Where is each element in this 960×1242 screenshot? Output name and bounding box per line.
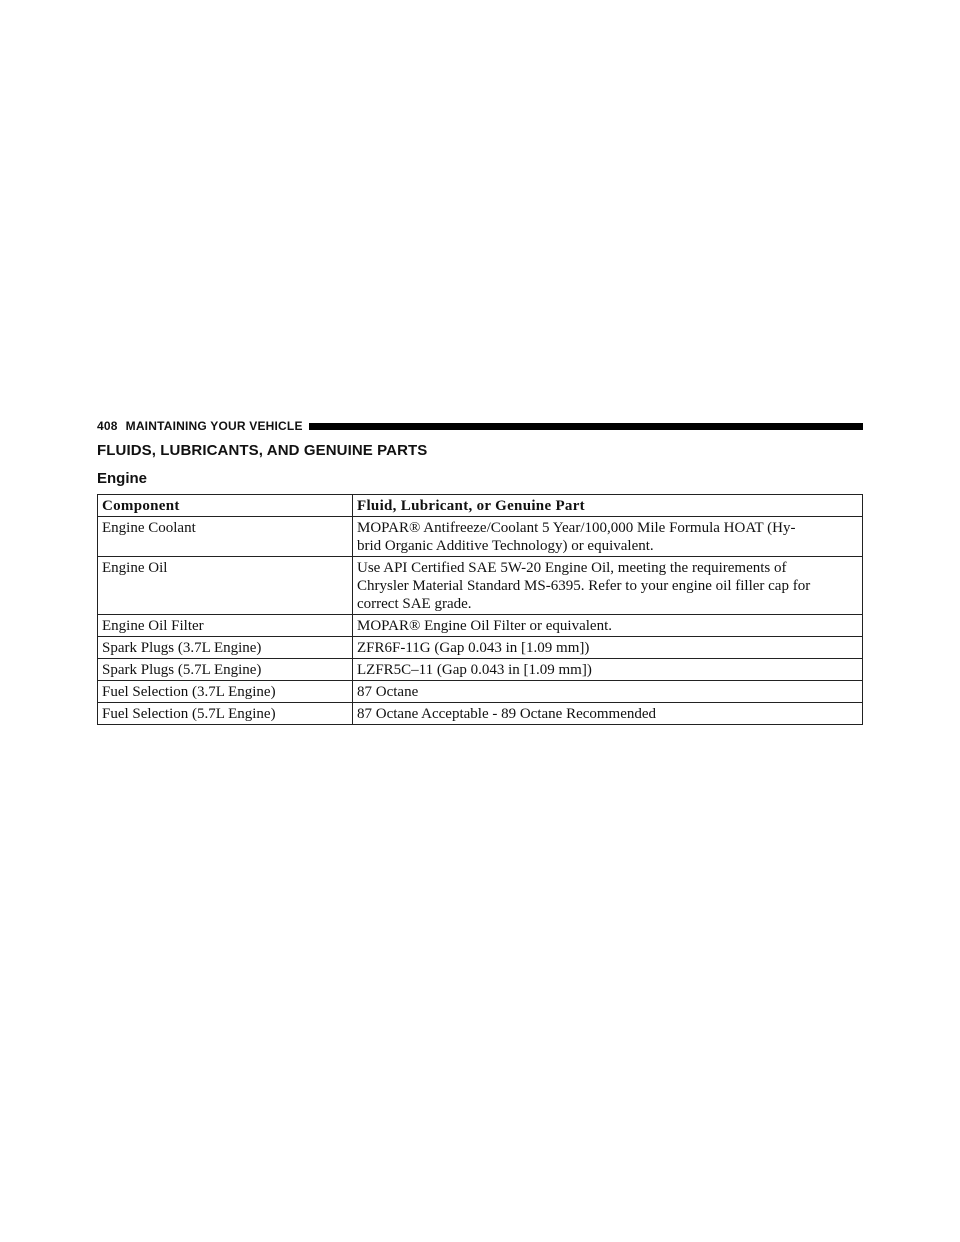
cell-line: brid Organic Additive Technology) or equivalent. (357, 538, 654, 554)
cell-part (353, 637, 863, 659)
page-header (97, 419, 863, 433)
cell-line: 87 Octane Acceptable - 89 Octane Recommended (357, 706, 657, 722)
cell-component: Engine Oil (98, 557, 353, 615)
cell-line: correct SAE grade. (357, 596, 472, 612)
cell-part (353, 517, 863, 557)
column-header-component: Component (98, 495, 353, 517)
table-row (98, 703, 863, 725)
table-row (98, 637, 863, 659)
cell-part (353, 681, 863, 703)
engine-fluids-table (97, 494, 863, 725)
page-number: 408 (97, 419, 118, 433)
cell-component: Engine Oil Filter (98, 615, 353, 637)
table-row (98, 615, 863, 637)
cell-component: Fuel Selection (3.7L Engine) (98, 681, 353, 703)
cell-line: ZFR6F-11G (Gap 0.043 in [1.09 mm]) (357, 640, 590, 656)
cell-component: Fuel Selection (5.7L Engine) (98, 703, 353, 725)
cell-part (353, 615, 863, 637)
header-rule (309, 423, 863, 430)
cell-component: Spark Plugs (5.7L Engine) (98, 659, 353, 681)
table-row (98, 681, 863, 703)
table-row (98, 659, 863, 681)
cell-component: Engine Coolant (98, 517, 353, 557)
column-header-part: Fluid, Lubricant, or Genuine Part (353, 495, 863, 517)
cell-component: Spark Plugs (3.7L Engine) (98, 637, 353, 659)
table-row (98, 557, 863, 615)
table-row (98, 517, 863, 557)
section-title: FLUIDS, LUBRICANTS, AND GENUINE PARTS (97, 442, 428, 459)
cell-part (353, 557, 863, 615)
cell-line: Use API Certified SAE 5W-20 Engine Oil, meeting the requirements of (357, 560, 787, 576)
cell-part (353, 659, 863, 681)
subsection-title: Engine (97, 470, 148, 487)
cell-part (353, 703, 863, 725)
cell-line: Chrysler Material Standard MS-6395. Refer to your engine oil filler cap for (357, 578, 811, 594)
cell-line: MOPAR® Engine Oil Filter or equivalent. (357, 618, 612, 634)
cell-line: MOPAR® Antifreeze/Coolant 5 Year/100,000 Mile Formula HOAT (Hy- (357, 520, 796, 536)
cell-line: 87 Octane (357, 684, 419, 700)
cell-line: LZFR5C–11 (Gap 0.043 in [1.09 mm]) (357, 662, 592, 678)
table-header-row (98, 495, 863, 517)
chapter-title: MAINTAINING YOUR VEHICLE (125, 419, 303, 433)
